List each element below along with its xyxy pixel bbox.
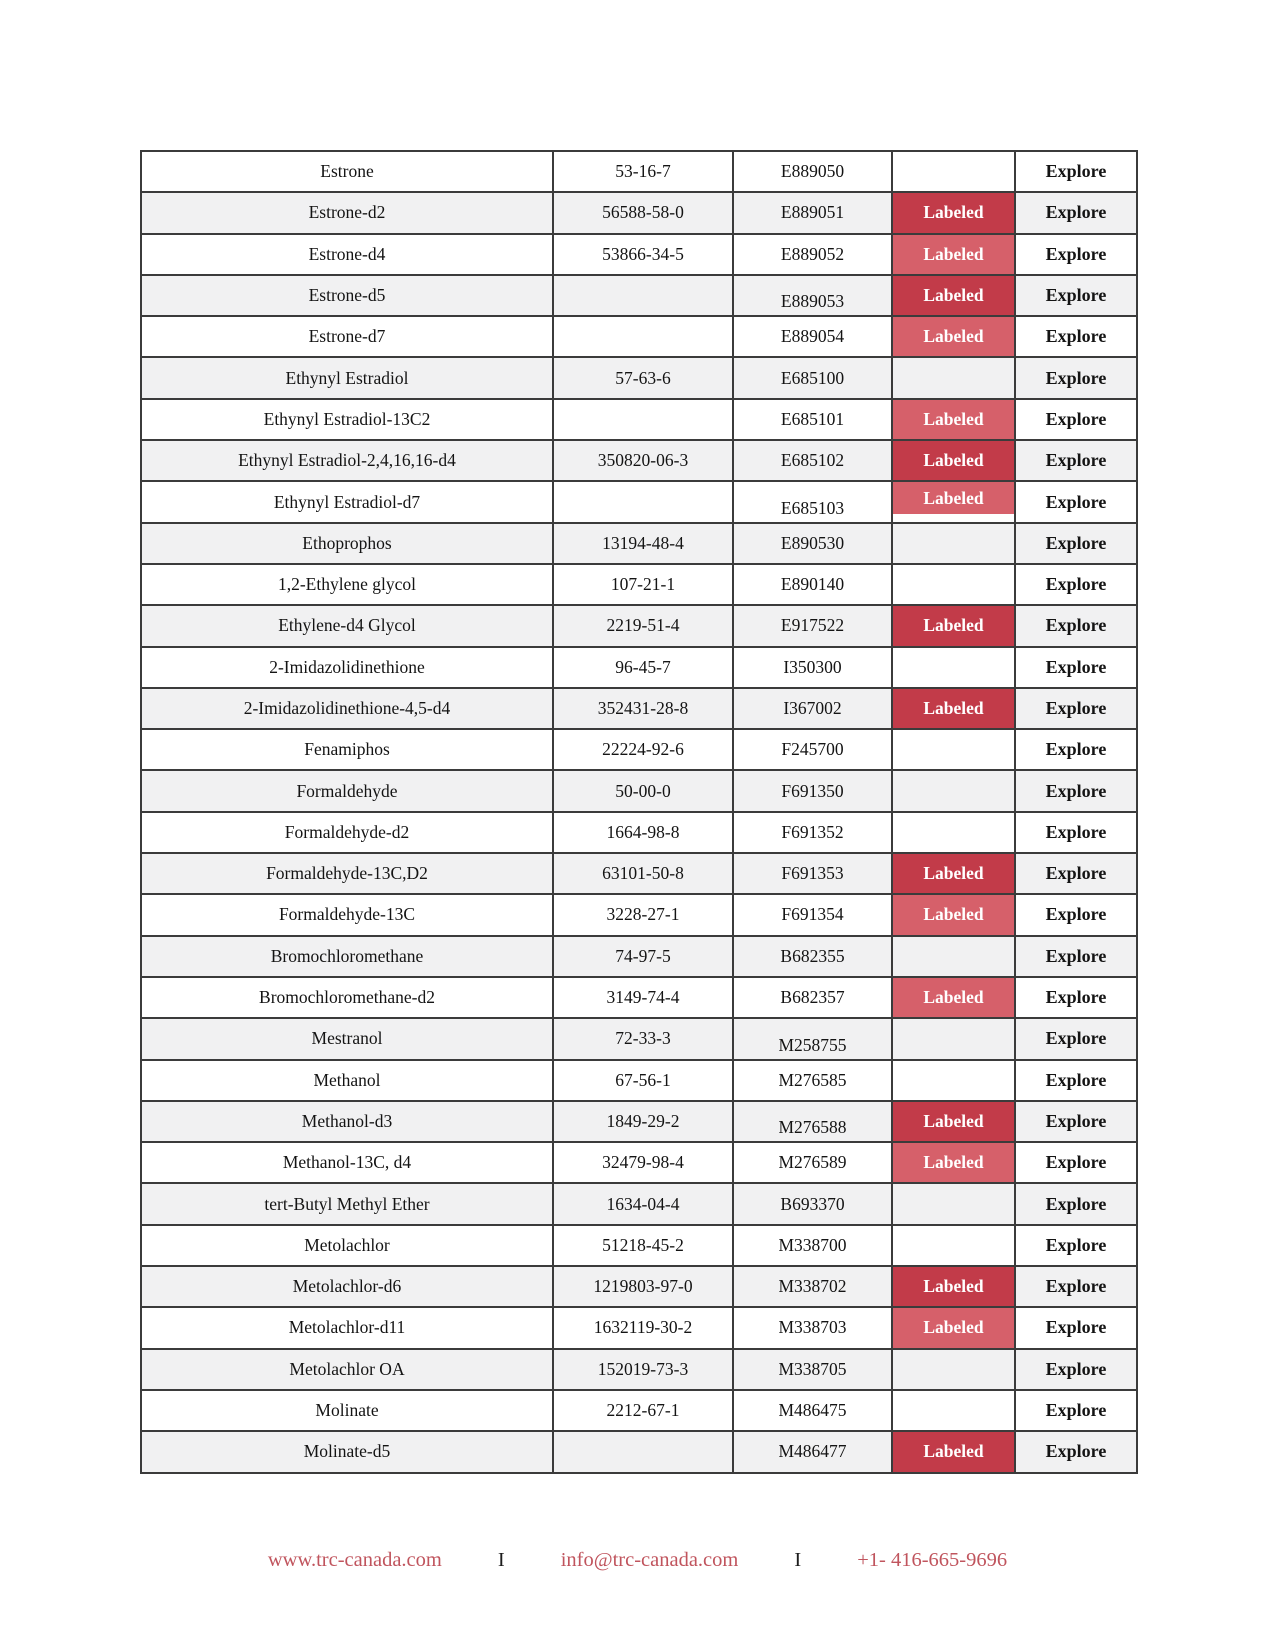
table-row — [141, 1142, 1137, 1183]
labeled-badge: Labeled — [893, 441, 1014, 480]
labeled-badge — [893, 565, 1014, 604]
explore-cell — [1015, 647, 1137, 688]
compound-name: tert-Butyl Methyl Ether — [141, 1183, 553, 1224]
labeled-badge: Labeled — [893, 854, 1014, 893]
explore-link[interactable]: Explore — [1045, 161, 1107, 182]
catalog-number: E890530 — [733, 523, 892, 564]
labeled-cell — [892, 1431, 1015, 1472]
cas-number: 1632119-30-2 — [553, 1307, 733, 1348]
explore-cell — [1015, 1225, 1137, 1266]
catalog-number: I367002 — [733, 688, 892, 729]
table-row — [141, 1349, 1137, 1390]
compound-name: Molinate-d5 — [141, 1431, 553, 1472]
explore-link[interactable]: Explore — [1045, 1400, 1107, 1421]
cas-number: 72-33-3 — [553, 1018, 733, 1059]
products-table-body — [141, 151, 1137, 1473]
explore-cell — [1015, 399, 1137, 440]
labeled-cell — [892, 647, 1015, 688]
labeled-badge: Labeled — [893, 1267, 1014, 1306]
compound-name: Ethoprophos — [141, 523, 553, 564]
catalog-number: M276585 — [733, 1060, 892, 1101]
catalog-number: M338703 — [733, 1307, 892, 1348]
explore-cell — [1015, 1018, 1137, 1059]
compound-name: Metolachlor-d6 — [141, 1266, 553, 1307]
compound-name: 2-Imidazolidinethione — [141, 647, 553, 688]
table-row — [141, 812, 1137, 853]
labeled-cell — [892, 1390, 1015, 1431]
catalog-number: E889052 — [733, 234, 892, 275]
compound-name: Formaldehyde-13C,D2 — [141, 853, 553, 894]
explore-link[interactable]: Explore — [1045, 491, 1107, 512]
table-row — [141, 192, 1137, 233]
explore-cell — [1015, 275, 1137, 316]
catalog-number: B682357 — [733, 977, 892, 1018]
catalog-number: M486475 — [733, 1390, 892, 1431]
labeled-cell — [892, 564, 1015, 605]
catalog-number: E890140 — [733, 564, 892, 605]
labeled-cell — [892, 853, 1015, 894]
explore-cell — [1015, 1307, 1137, 1348]
cas-number: 107-21-1 — [553, 564, 733, 605]
compound-name: Estrone-d7 — [141, 316, 553, 357]
labeled-cell — [892, 729, 1015, 770]
explore-link[interactable]: Explore — [1045, 780, 1107, 801]
labeled-cell — [892, 234, 1015, 275]
labeled-cell — [892, 1307, 1015, 1348]
explore-link[interactable]: Explore — [1045, 243, 1107, 264]
labeled-badge: Labeled — [893, 978, 1014, 1017]
table-row — [141, 1018, 1137, 1059]
explore-link[interactable]: Explore — [1045, 367, 1107, 388]
labeled-cell — [892, 1060, 1015, 1101]
table-row — [141, 936, 1137, 977]
labeled-badge — [893, 524, 1014, 563]
explore-cell — [1015, 1390, 1137, 1431]
labeled-badge: Labeled — [893, 1143, 1014, 1182]
catalog-number: M276589 — [733, 1142, 892, 1183]
labeled-cell — [892, 812, 1015, 853]
cas-number: 50-00-0 — [553, 770, 733, 811]
labeled-cell — [892, 1101, 1015, 1142]
compound-name: Fenamiphos — [141, 729, 553, 770]
labeled-badge — [893, 730, 1014, 769]
explore-link[interactable]: Explore — [1045, 1317, 1107, 1338]
explore-link[interactable]: Explore — [1045, 904, 1107, 925]
compound-name: Methanol-d3 — [141, 1101, 553, 1142]
table-row — [141, 1390, 1137, 1431]
labeled-badge: Labeled — [893, 400, 1014, 439]
labeled-badge — [893, 1350, 1014, 1389]
catalog-number: E685101 — [733, 399, 892, 440]
cas-number: 1634-04-4 — [553, 1183, 733, 1224]
catalog-number: B682355 — [733, 936, 892, 977]
explore-link[interactable]: Explore — [1045, 945, 1107, 966]
catalog-number: E889051 — [733, 192, 892, 233]
explore-link[interactable]: Explore — [1045, 532, 1107, 553]
explore-link[interactable]: Explore — [1045, 1358, 1107, 1379]
labeled-cell — [892, 1266, 1015, 1307]
catalog-number: E889053 — [733, 275, 892, 316]
catalog-number: M486477 — [733, 1431, 892, 1472]
cas-number: 3228-27-1 — [553, 894, 733, 935]
compound-name: Ethylene-d4 Glycol — [141, 605, 553, 646]
labeled-cell — [892, 1183, 1015, 1224]
labeled-cell — [892, 770, 1015, 811]
cas-number: 152019-73-3 — [553, 1349, 733, 1390]
catalog-number: F691354 — [733, 894, 892, 935]
explore-cell — [1015, 853, 1137, 894]
table-row — [141, 275, 1137, 316]
explore-cell — [1015, 564, 1137, 605]
table-row — [141, 357, 1137, 398]
compound-name: Bromochloromethane-d2 — [141, 977, 553, 1018]
explore-link[interactable]: Explore — [1045, 1110, 1107, 1131]
labeled-badge — [893, 648, 1014, 687]
cas-number — [553, 1431, 733, 1472]
explore-cell — [1015, 770, 1137, 811]
labeled-badge — [893, 1019, 1014, 1058]
labeled-badge: Labeled — [893, 1308, 1014, 1347]
labeled-badge: Labeled — [893, 606, 1014, 645]
explore-link[interactable]: Explore — [1045, 863, 1107, 884]
labeled-badge: Labeled — [893, 193, 1014, 232]
cas-number: 2212-67-1 — [553, 1390, 733, 1431]
compound-name: Metolachlor — [141, 1225, 553, 1266]
table-row — [141, 523, 1137, 564]
cas-number: 1664-98-8 — [553, 812, 733, 853]
catalog-number: E917522 — [733, 605, 892, 646]
explore-link[interactable]: Explore — [1045, 656, 1107, 677]
cas-number: 32479-98-4 — [553, 1142, 733, 1183]
table-row — [141, 399, 1137, 440]
explore-cell — [1015, 440, 1137, 481]
table-row — [141, 440, 1137, 481]
compound-name: Molinate — [141, 1390, 553, 1431]
labeled-cell — [892, 440, 1015, 481]
explore-cell — [1015, 977, 1137, 1018]
catalog-number: F691350 — [733, 770, 892, 811]
compound-name: Methanol-13C, d4 — [141, 1142, 553, 1183]
catalog-number: E685103 — [733, 481, 892, 522]
labeled-cell — [892, 688, 1015, 729]
footer-website-link[interactable]: www.trc-canada.com — [267, 1549, 442, 1571]
explore-cell — [1015, 357, 1137, 398]
explore-cell — [1015, 1349, 1137, 1390]
explore-link[interactable]: Explore — [1045, 326, 1107, 347]
cas-number: 53866-34-5 — [553, 234, 733, 275]
cas-number: 53-16-7 — [553, 151, 733, 192]
labeled-cell — [892, 275, 1015, 316]
compound-name: 1,2-Ethylene glycol — [141, 564, 553, 605]
explore-link[interactable]: Explore — [1045, 202, 1107, 223]
labeled-cell — [892, 977, 1015, 1018]
explore-link[interactable]: Explore — [1045, 1152, 1107, 1173]
catalog-number: F691353 — [733, 853, 892, 894]
cas-number — [553, 399, 733, 440]
table-row — [141, 1101, 1137, 1142]
labeled-badge: Labeled — [893, 1102, 1014, 1141]
table-row — [141, 564, 1137, 605]
explore-cell — [1015, 234, 1137, 275]
cas-number — [553, 316, 733, 357]
compound-name: Mestranol — [141, 1018, 553, 1059]
cas-number: 51218-45-2 — [553, 1225, 733, 1266]
explore-cell — [1015, 151, 1137, 192]
compound-name: Formaldehyde — [141, 770, 553, 811]
labeled-badge — [893, 937, 1014, 976]
explore-cell — [1015, 1183, 1137, 1224]
catalog-number: E685100 — [733, 357, 892, 398]
cas-number: 1219803-97-0 — [553, 1266, 733, 1307]
cas-number: 3149-74-4 — [553, 977, 733, 1018]
table-row — [141, 481, 1137, 522]
cas-number: 352431-28-8 — [553, 688, 733, 729]
explore-link[interactable]: Explore — [1045, 615, 1107, 636]
labeled-cell — [892, 1142, 1015, 1183]
compound-name: Ethynyl Estradiol — [141, 357, 553, 398]
labeled-cell — [892, 357, 1015, 398]
table-row — [141, 894, 1137, 935]
table-row — [141, 729, 1137, 770]
compound-name: Formaldehyde-d2 — [141, 812, 553, 853]
compound-name: Methanol — [141, 1060, 553, 1101]
explore-cell — [1015, 812, 1137, 853]
cas-number: 57-63-6 — [553, 357, 733, 398]
cas-number — [553, 481, 733, 522]
cas-number: 74-97-5 — [553, 936, 733, 977]
labeled-badge: Labeled — [893, 689, 1014, 728]
catalog-number: B693370 — [733, 1183, 892, 1224]
footer-phone-link[interactable]: +1- 416-665-9696 — [857, 1549, 1008, 1571]
explore-cell — [1015, 481, 1137, 522]
explore-link[interactable]: Explore — [1045, 739, 1107, 760]
footer — [0, 1549, 1275, 1572]
explore-cell — [1015, 1060, 1137, 1101]
labeled-cell — [892, 316, 1015, 357]
explore-cell — [1015, 192, 1137, 233]
explore-link[interactable]: Explore — [1045, 1276, 1107, 1297]
catalog-number: E685102 — [733, 440, 892, 481]
cas-number: 2219-51-4 — [553, 605, 733, 646]
labeled-badge: Labeled — [893, 895, 1014, 934]
explore-cell — [1015, 316, 1137, 357]
table-row — [141, 1431, 1137, 1472]
cas-number — [553, 275, 733, 316]
labeled-badge: Labeled — [893, 276, 1014, 315]
catalog-number: F245700 — [733, 729, 892, 770]
explore-cell — [1015, 1431, 1137, 1472]
labeled-badge — [893, 1061, 1014, 1100]
table-row — [141, 316, 1137, 357]
table-row — [141, 1307, 1137, 1348]
catalog-number: E889054 — [733, 316, 892, 357]
table-row — [141, 688, 1137, 729]
table-row — [141, 647, 1137, 688]
labeled-cell — [892, 151, 1015, 192]
explore-cell — [1015, 1266, 1137, 1307]
compound-name: Formaldehyde-13C — [141, 894, 553, 935]
labeled-badge — [893, 813, 1014, 852]
labeled-badge — [893, 358, 1014, 397]
compound-name: Estrone-d2 — [141, 192, 553, 233]
labeled-cell — [892, 894, 1015, 935]
compound-name: Ethynyl Estradiol-13C2 — [141, 399, 553, 440]
explore-cell — [1015, 936, 1137, 977]
catalog-number: M258755 — [733, 1018, 892, 1059]
explore-link[interactable]: Explore — [1045, 698, 1107, 718]
explore-link[interactable]: Explore — [1045, 408, 1107, 429]
labeled-cell — [892, 1018, 1015, 1059]
table-row — [141, 1225, 1137, 1266]
cas-number: 350820-06-3 — [553, 440, 733, 481]
explore-cell — [1015, 1142, 1137, 1183]
catalog-number: M338700 — [733, 1225, 892, 1266]
compound-name: Ethynyl Estradiol-d7 — [141, 481, 553, 522]
labeled-cell — [892, 523, 1015, 564]
explore-link[interactable]: Explore — [1045, 1028, 1107, 1049]
labeled-badge — [893, 1184, 1014, 1223]
cas-number: 1849-29-2 — [553, 1101, 733, 1142]
cas-number: 63101-50-8 — [553, 853, 733, 894]
catalog-number: M338702 — [733, 1266, 892, 1307]
table-row — [141, 1060, 1137, 1101]
labeled-cell — [892, 605, 1015, 646]
table-row — [141, 977, 1137, 1018]
compound-name: Metolachlor-d11 — [141, 1307, 553, 1348]
compound-name: Ethynyl Estradiol-2,4,16,16-d4 — [141, 440, 553, 481]
labeled-badge: Labeled — [893, 317, 1014, 356]
cas-number: 13194-48-4 — [553, 523, 733, 564]
table-row — [141, 770, 1137, 811]
labeled-cell — [892, 481, 1015, 522]
labeled-cell — [892, 1349, 1015, 1390]
explore-cell — [1015, 894, 1137, 935]
explore-link[interactable]: Explore — [1045, 285, 1107, 306]
footer-separator: I — [497, 1549, 505, 1571]
explore-link[interactable]: Explore — [1045, 574, 1107, 595]
catalog-number: E889050 — [733, 151, 892, 192]
explore-link[interactable]: Explore — [1045, 1441, 1107, 1462]
labeled-cell — [892, 936, 1015, 977]
cas-number: 67-56-1 — [553, 1060, 733, 1101]
compound-name: Bromochloromethane — [141, 936, 553, 977]
table-row — [141, 234, 1137, 275]
table-row — [141, 1183, 1137, 1224]
labeled-badge — [893, 152, 1014, 191]
labeled-cell — [892, 1225, 1015, 1266]
explore-cell — [1015, 605, 1137, 646]
explore-cell — [1015, 688, 1137, 729]
cas-number: 56588-58-0 — [553, 192, 733, 233]
explore-link[interactable]: Explore — [1045, 987, 1107, 1008]
explore-link[interactable]: Explore — [1045, 450, 1107, 471]
compound-name: Estrone-d4 — [141, 234, 553, 275]
compound-name: Estrone-d5 — [141, 275, 553, 316]
catalog-number: F691352 — [733, 812, 892, 853]
explore-link[interactable]: Explore — [1045, 1193, 1107, 1214]
cas-number: 96-45-7 — [553, 647, 733, 688]
labeled-cell — [892, 192, 1015, 233]
labeled-badge: Labeled — [893, 482, 1014, 513]
cas-number: 22224-92-6 — [553, 729, 733, 770]
compound-name: Metolachlor OA — [141, 1349, 553, 1390]
table-row — [141, 605, 1137, 646]
footer-email-link[interactable]: info@trc-canada.com — [560, 1549, 739, 1571]
labeled-badge — [893, 771, 1014, 810]
products-table — [140, 150, 1138, 1474]
labeled-cell — [892, 399, 1015, 440]
explore-link[interactable]: Explore — [1045, 1069, 1107, 1090]
catalog-number: M276588 — [733, 1101, 892, 1142]
explore-cell — [1015, 729, 1137, 770]
explore-link[interactable]: Explore — [1045, 821, 1107, 842]
explore-link[interactable]: Explore — [1045, 1234, 1107, 1255]
labeled-badge — [893, 1226, 1014, 1265]
labeled-badge: Labeled — [893, 1432, 1014, 1471]
table-row — [141, 853, 1137, 894]
labeled-badge — [893, 1391, 1014, 1430]
catalog-number: I350300 — [733, 647, 892, 688]
table-row — [141, 151, 1137, 192]
explore-cell — [1015, 1101, 1137, 1142]
explore-cell — [1015, 523, 1137, 564]
labeled-badge: Labeled — [893, 235, 1014, 274]
footer-separator-2: I — [794, 1549, 802, 1571]
catalog-number: M338705 — [733, 1349, 892, 1390]
compound-name: Estrone — [141, 151, 553, 192]
compound-name: 2-Imidazolidinethione-4,5-d4 — [141, 688, 553, 729]
table-row — [141, 1266, 1137, 1307]
